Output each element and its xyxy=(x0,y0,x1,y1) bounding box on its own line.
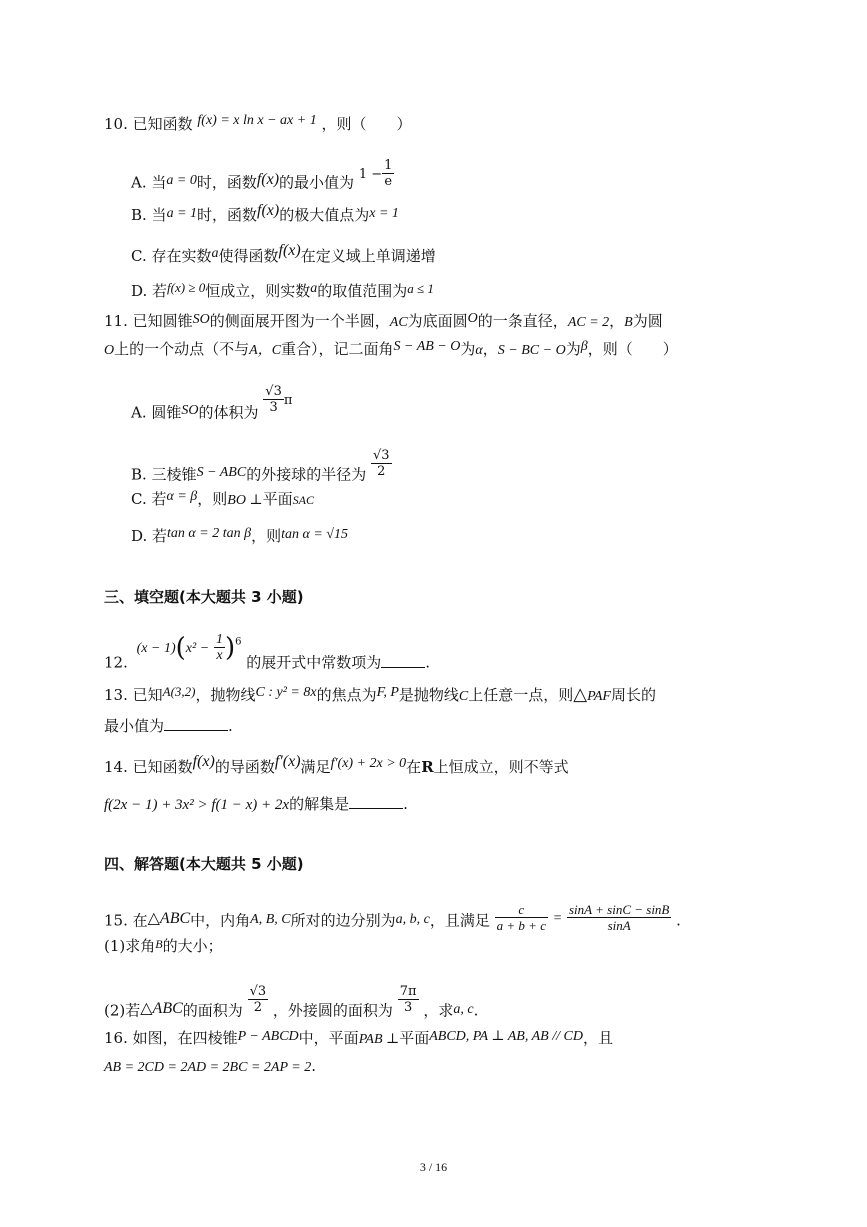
q10-option-c: C. 存在实数a使得函数f(x)在定义域上单调递增 xyxy=(131,242,436,265)
section-3-heading: 三、填空题(本大题共 3 小题) xyxy=(104,588,304,606)
q10-option-d: D. 若f(x) ≥ 0恒成立，则实数a的取值范围为a ≤ 1 xyxy=(131,280,434,300)
q13-line2: 最小值为 . xyxy=(104,717,233,735)
q11-option-a: A. 圆锥SO的体积为 $\frac{√3}{3}$ π xyxy=(131,384,293,422)
q15-part1: (1)求角$^B$的大小； xyxy=(104,937,223,955)
q11-stem-line1: 11. 已知圆锥SO的侧面展开图为一个半圆，AC为底面圆O的一条直径，AC = 2，B为圆 xyxy=(104,311,663,330)
q10-stem: 10. 已知函数 f(x) = x ln x − ax + 1 ，则（ ） xyxy=(104,113,412,133)
section-4-heading: 四、解答题(本大题共 5 小题) xyxy=(104,855,304,873)
q10-option-a: A. 当a = 0时，函数f(x)的最小值为 1 − $\frac{1}{e}$ xyxy=(131,158,393,192)
q10-option-b: B. 当a = 1时，函数f(x)的极大值点为x = 1 xyxy=(131,202,399,224)
q11-option-c: C. 若α = β，则BO ⊥平面SAC xyxy=(131,489,314,508)
q11-option-d: D. 若tan α = 2 tan β，则tan α = √15 xyxy=(131,526,348,545)
q15-line1: 15. 在△ABC中，内角A, B, C所对的边分别为a, b, c，且满足 $\frac{c}{a + b + c}$ = $\frac{\sin A + \sin C - \sin B}{\sin A}$ . xyxy=(104,902,681,933)
q12: 12. (x − 1)(x² − $\frac{1}{x}$ )$^6$ 的展开式中常数项为 . xyxy=(104,632,431,672)
q14-line1: 14. 已知函数f(x)的导函数f′(x)满足f′(x) + 2x > 0在R上恒成立，则不等式 xyxy=(104,753,569,776)
q14-line2: f(2x − 1) + 3x² > f(1 − x) + 2x的解集是 . xyxy=(104,795,408,813)
page-number: 3 / 16 xyxy=(419,1160,448,1174)
q15-part2: (2)若△ABC的面积为 $\frac{√3}{2}$ ，外接圆的面积为 $\frac{7\pi}{3}$ ，求a, c. xyxy=(104,984,479,1020)
q11-stem-line2: O上的一个动点（不与A，C重合），记二面角S − AB − O为α，S − BC − O为β，则（ ） xyxy=(104,339,678,358)
q16-line2: AB = 2CD = 2AD = 2BC = 2AP = 2. xyxy=(104,1057,316,1075)
q16-line1: 16. 如图，在四棱锥P − ABCD中，平面PAB ⊥平面ABCD, PA ⊥ AB, AB // CD，且 xyxy=(104,1029,613,1047)
q11-option-b: B. 三棱锥S − ABC的外接球的半径为 $\frac{√3}{2}$ xyxy=(131,448,390,484)
q13-line1: 13. 已知A(3,2)，抛物线C : y² = 8x的焦点为F, P是抛物线C上任意一点，则△PAF周长的 xyxy=(104,684,656,705)
